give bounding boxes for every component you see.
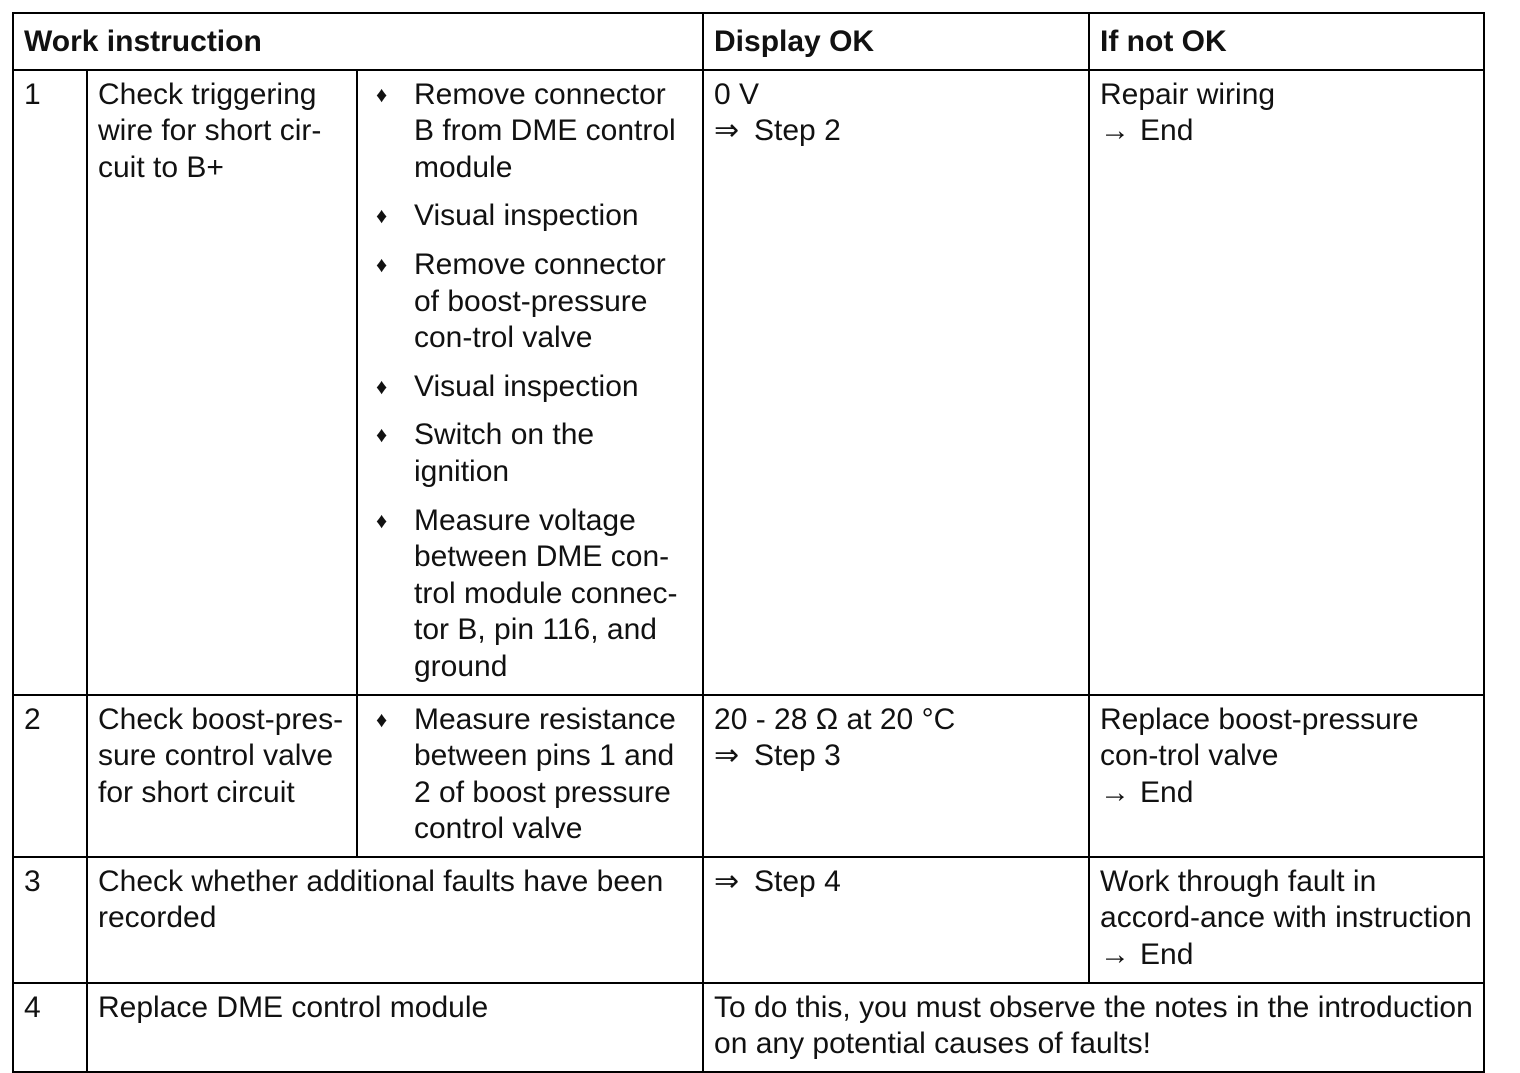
task-description: Replace DME control module [87,983,703,1072]
display-ok-value: 20 - 28 Ω at 20 °C [714,702,956,736]
task-description: Check whether additional faults have been recorded [87,857,703,983]
if-not-ok-cell [1089,857,1484,983]
double-arrow-icon: ⇒ [714,739,740,773]
if-not-ok-text: Work through fault in accord-ance with instruction [1100,864,1472,935]
double-arrow-icon: ⇒ [714,114,740,148]
instruction-steps [357,695,703,857]
table-row [13,857,1484,983]
next-step: Step 3 [754,739,841,773]
step-number: 2 [13,695,87,857]
step-number: 4 [13,983,87,1072]
display-ok-value: 0 V [714,77,760,111]
header-display-ok: Display OK [703,13,1089,70]
header-work-instruction: Work instruction [13,13,703,70]
if-not-ok-text: Repair wiring [1100,77,1276,111]
next-step: End [1140,938,1194,972]
work-instruction-table [12,12,1485,1073]
next-step: End [1140,775,1194,809]
table-row [13,70,1484,695]
bullet-icon: ♦ [376,507,388,533]
display-ok-cell [703,857,1089,983]
bullet-icon: ♦ [376,373,388,399]
bullet-icon: ♦ [376,203,388,229]
bullet-icon: ♦ [376,706,388,732]
bullet-icon: ♦ [376,81,388,107]
table-row [13,983,1484,1072]
arrow-right-icon: → [1100,114,1131,148]
next-step: Step 2 [754,114,841,148]
note-cell: To do this, you must observe the notes in the introduction on any potential causes of faults! [703,983,1484,1072]
next-step: Step 4 [754,864,841,898]
next-step: End [1140,114,1194,148]
header-if-not-ok: If not OK [1089,13,1484,70]
list-item: ♦ Remove connector of boost-pressure con-trol valve [376,247,666,355]
header-row [13,13,1484,70]
display-ok-cell [703,70,1089,695]
table-row [13,695,1484,857]
bullet-icon: ♦ [376,251,388,277]
arrow-right-icon: → [1100,775,1131,809]
list-item: ♦ Remove connector B from DME control module [376,77,676,184]
if-not-ok-text: Replace boost-pressure con-trol valve [1100,702,1419,773]
list-item: ♦ Visual inspection [368,369,692,406]
list-item: ♦ Switch on the ignition [376,418,595,488]
step-number: 3 [13,857,87,983]
if-not-ok-cell [1089,695,1484,857]
double-arrow-icon: ⇒ [714,864,740,898]
list-item: ♦ Measure voltage between DME con-trol module connec-tor B, pin 116, and ground [376,503,678,683]
list-item: ♦ Visual inspection [368,198,692,235]
instruction-steps [357,70,703,695]
task-description: Check boost-pres-sure control valve for short circuit [87,695,357,857]
list-item: ♦ Measure resistance between pins 1 and 2 of boost pressure control valve [376,702,676,846]
bullet-icon: ♦ [376,422,388,448]
step-number: 1 [13,70,87,695]
display-ok-cell [703,695,1089,857]
arrow-right-icon: → [1100,938,1131,972]
task-description: Check triggering wire for short cir-cuit to B+ [87,70,357,695]
if-not-ok-cell [1089,70,1484,695]
